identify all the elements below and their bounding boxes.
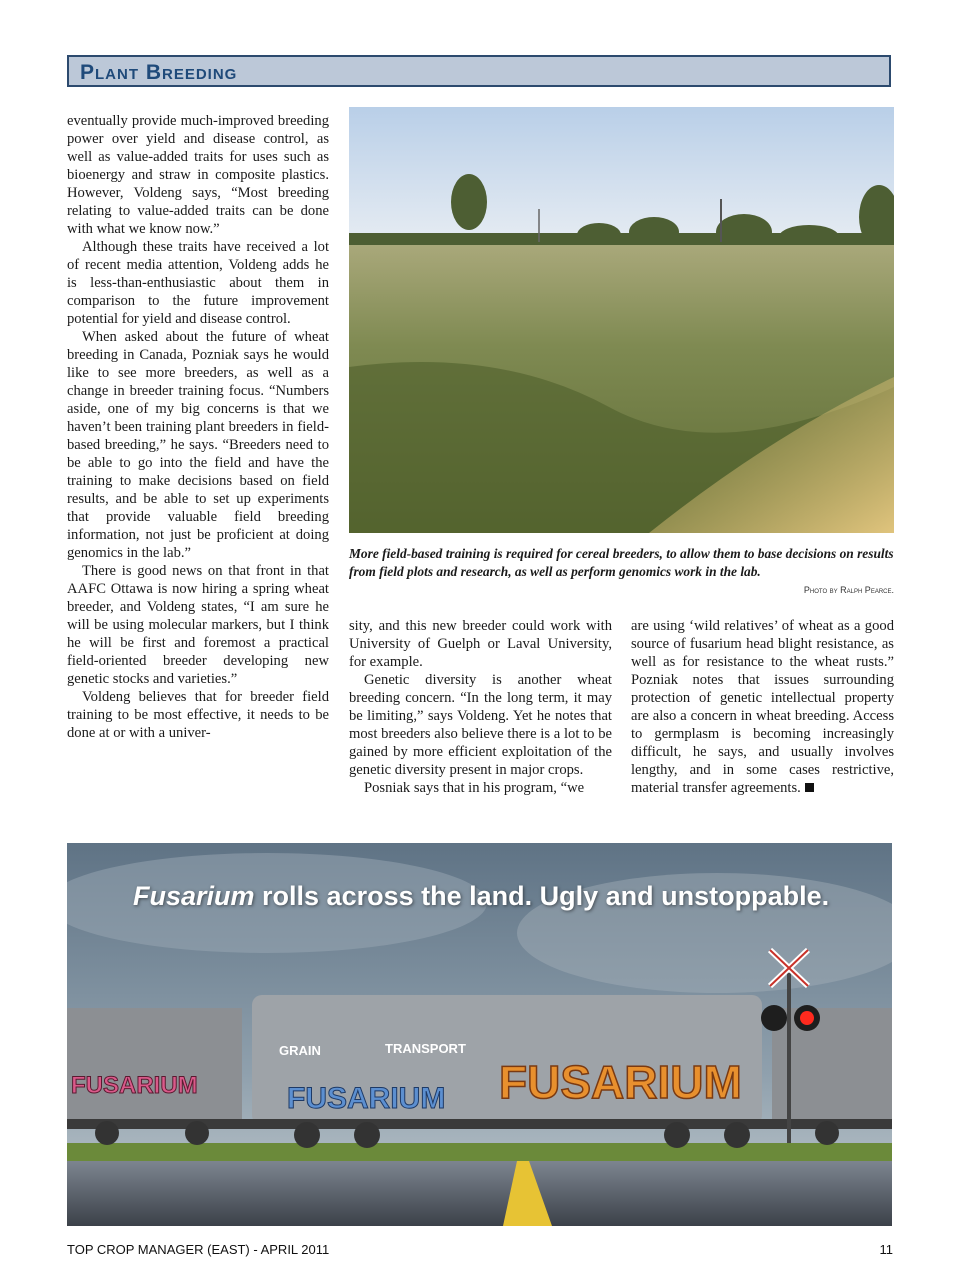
paragraph	[631, 617, 894, 797]
paragraph: eventually provide much-improved breeding power over yield and disease control, as well as value-added traits for uses such as bioenergy and straw in composite plastics. However, Voldeng says, “Most breeding relating to value-added traits can be done with what we know now.”	[67, 113, 329, 237]
footer-publication: TOP CROP MANAGER (EAST) - APRIL 2011	[67, 1242, 330, 1257]
car-label-grain: GRAIN	[279, 1043, 321, 1058]
wheat-field-photo	[349, 107, 894, 533]
end-of-article-icon	[805, 783, 814, 792]
paragraph-text: are using ‘wild relatives’ of wheat as a good source of fusarium head blight resistance, as well as for resistance to the wheat rusts.” Pozniak notes that issues surrounding protection of genetic intellectual property are also a concern in wheat breeding. Access to germplasm is becoming increasingly difficult, he says, and usually involves lengthy, and in some cases restrictive, material transfer agreements.	[631, 618, 894, 796]
page-number: 11	[879, 1242, 893, 1257]
article-column-2	[349, 617, 612, 797]
paragraph: sity, and this new breeder could work with University of Guelph or Laval University, for example.	[349, 618, 612, 670]
ad-headline-italic: Fusarium	[133, 881, 255, 911]
fusarium-advertisement	[67, 843, 892, 1226]
graffiti-fusarium-main: FUSARIUM	[499, 1056, 742, 1108]
ad-headline	[133, 881, 829, 912]
section-header	[67, 55, 891, 87]
graffiti-fusarium-left: FUSARIUM	[71, 1072, 198, 1099]
ad-headline-rest: rolls across the land. Ugly and unstoppable.	[254, 881, 830, 911]
article-column-3	[631, 617, 894, 797]
article-column-1	[67, 112, 329, 742]
section-title: Plant Breeding	[80, 61, 238, 84]
paragraph: Voldeng believes that for breeder field training to be most effective, it needs to be done at or with a univer-	[67, 689, 329, 741]
paragraph: There is good news on that front in that AAFC Ottawa is now hiring a spring wheat breeder, and Voldeng states, “I am sure he will be using molecular markers, but I think he will be first and foremost a practical field-oriented breeder developing new genetic stocks and varieties.”	[67, 563, 329, 687]
paragraph: When asked about the future of wheat breeding in Canada, Pozniak says he would like to see more breeders, as well as a change in breeder training focus. “Numbers aside, one of my big concerns is that we haven’t been training plant breeders in field-based breeding,” he says. “Breeders need to be able to go into the field and have the training to make decisions based on field results, and be able to set up experiments that provide valuable field breeding information, not just be proficient at doing genomics in the lab.”	[67, 329, 329, 561]
graffiti-fusarium-blue: FUSARIUM	[287, 1082, 446, 1115]
paragraph: Although these traits have received a lot of recent media attention, Voldeng adds he is less-than-enthusiastic about them in comparison to the future improvement potential for yield and disease control.	[67, 239, 329, 327]
photo-caption: More field-based training is required for cereal breeders, to allow them to base decisions on results from field plots and research, as well as perform genomics work in the lab.	[349, 546, 894, 579]
photo-credit: Photo by Ralph Pearce.	[803, 585, 894, 595]
paragraph: Genetic diversity is another wheat breeding concern. “In the long term, it may be limiting,” says Voldeng. Yet he notes that most breeders also believe there is a lot to be gained by more efficient exploitation of the genetic diversity present in major crops.	[349, 672, 612, 778]
car-label-transport: TRANSPORT	[385, 1041, 466, 1056]
paragraph: Posniak says that in his program, “we	[364, 780, 585, 796]
